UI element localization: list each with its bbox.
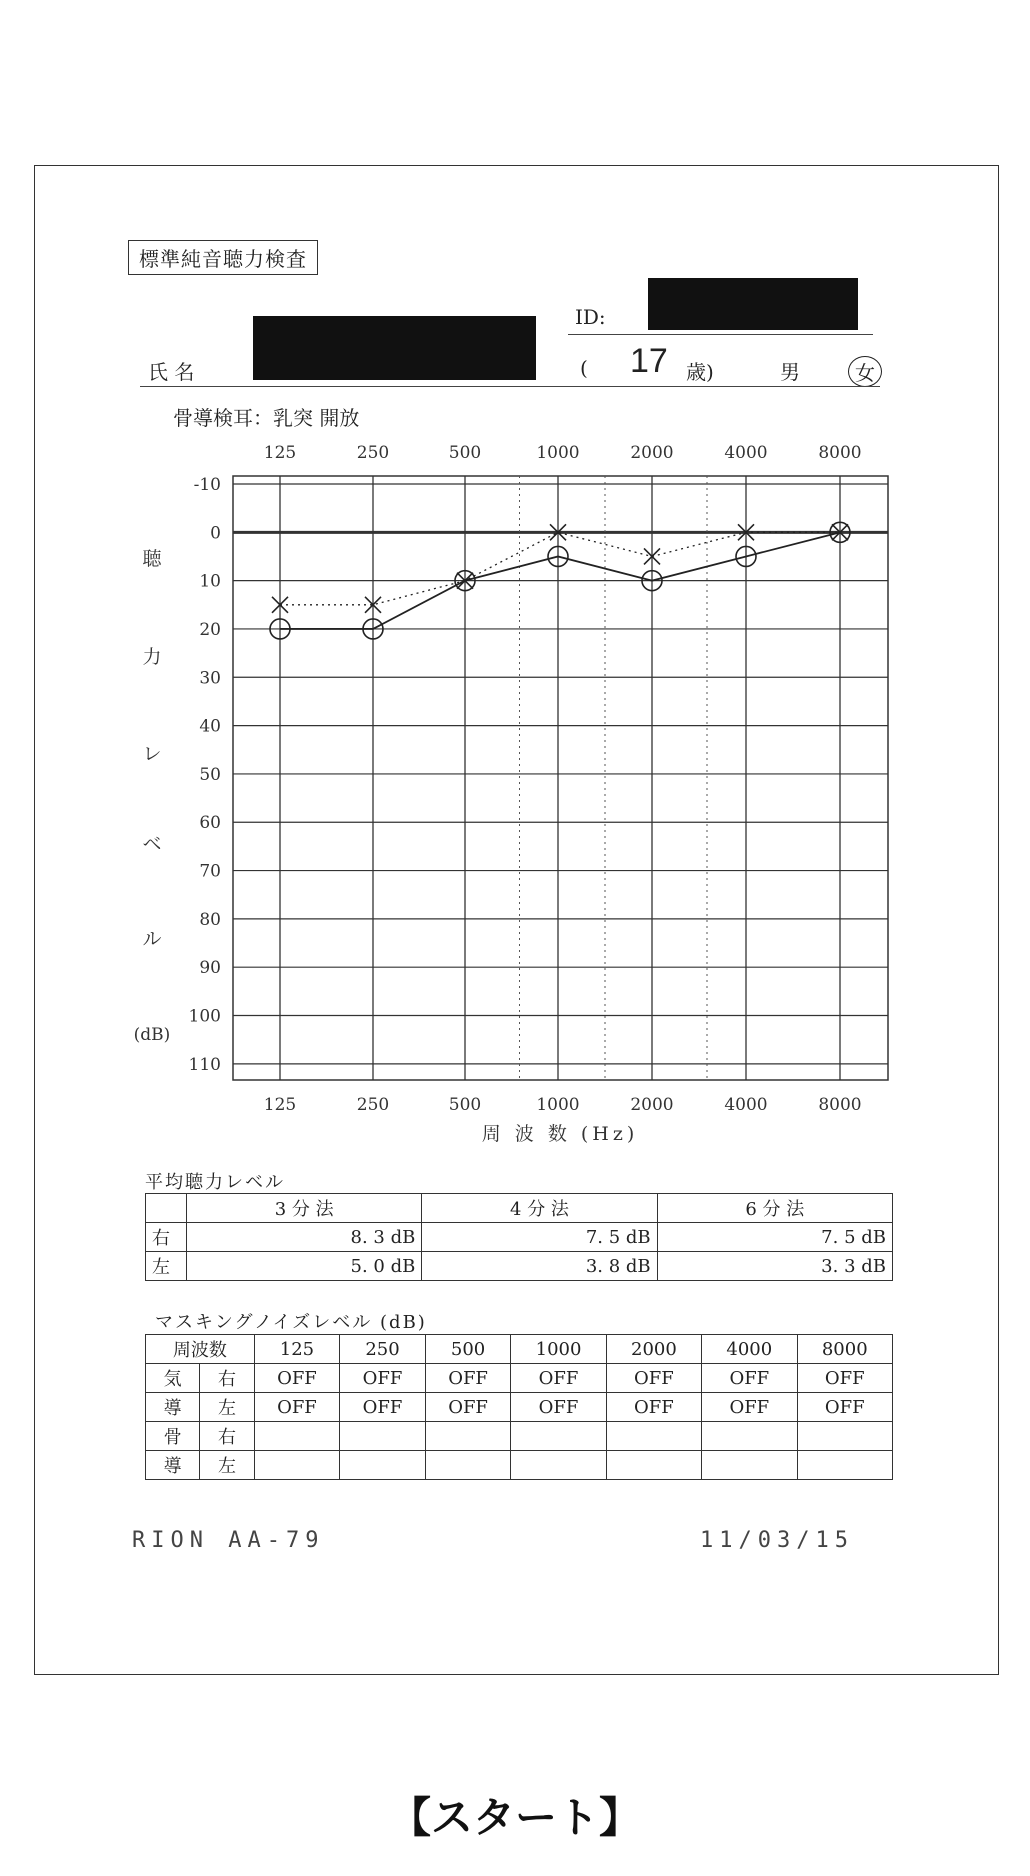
x-tick-label-bottom: 1000 [536,1095,580,1115]
masking-cell [797,1451,892,1480]
masking-cell [511,1422,606,1451]
masking-side-label: 左 [200,1393,254,1422]
average-header-6: 6 分 法 [657,1194,892,1223]
y-axis-label-char: ベ [142,833,162,855]
masking-side-label: 左 [200,1451,254,1480]
y-axis-label-char: 聴 [142,548,162,570]
masking-cell [702,1451,797,1480]
y-tick-label: 100 [188,1006,221,1027]
average-value: 7. 5 dB [657,1223,892,1252]
y-axis-label-char: レ [142,743,162,765]
masking-cell: OFF [511,1364,606,1393]
masking-bone-left-row [146,1451,893,1480]
x-tick-label-bottom: 250 [356,1095,390,1115]
masking-cell [702,1422,797,1451]
x-tick-label-bottom: 8000 [818,1095,862,1115]
masking-freq: 500 [425,1335,511,1364]
x-tick-label-top: 125 [263,443,297,463]
sex-female-circled: 女 [848,356,882,387]
masking-air-label: 気 [146,1364,200,1393]
y-axis-label-char: 力 [142,646,162,668]
name-label: 氏 名 [148,360,195,384]
x-tick-label-top: 250 [356,443,390,463]
masking-cell [340,1422,426,1451]
y-axis-unit: (dB) [133,1025,171,1045]
average-table [145,1193,893,1281]
masking-air-right-row [146,1364,893,1393]
masking-cell: OFF [254,1364,340,1393]
age-unit: 歳) [686,360,714,384]
masking-cell [425,1422,511,1451]
average-header-3: 3 分 法 [187,1194,422,1223]
average-value: 7. 5 dB [422,1223,657,1252]
masking-table [145,1334,893,1480]
bone-conduction-note: 骨導検耳：乳突 開放 [173,406,360,430]
masking-cell: OFF [425,1393,511,1422]
y-tick-label: 70 [199,861,221,882]
masking-cell [340,1451,426,1480]
masking-title: マスキングノイズレベル (dB) [155,1312,427,1333]
average-row-right [146,1223,893,1252]
average-row-left [146,1252,893,1281]
average-value: 3. 8 dB [422,1252,657,1281]
masking-cell [797,1422,892,1451]
y-tick-label: 60 [199,813,221,834]
age-open: ( [580,356,588,380]
y-tick-label: 40 [199,716,221,737]
masking-freq: 1000 [511,1335,606,1364]
device-name: RION AA-79 [132,1528,325,1553]
y-tick-label: 0 [210,523,221,544]
age-value: 17 [630,342,668,380]
masking-side-label: 右 [200,1364,254,1393]
masking-header-label: 周波数 [146,1335,255,1364]
bone-conduction-line [280,532,840,604]
y-tick-label: 50 [199,764,221,785]
masking-bone-label: 骨 [146,1422,200,1451]
masking-freq: 4000 [702,1335,797,1364]
average-header-row [146,1194,893,1223]
x-tick-label-top: 2000 [630,443,674,463]
y-tick-label: 10 [199,571,221,592]
y-tick-label: 110 [188,1054,221,1075]
masking-freq: 2000 [606,1335,701,1364]
x-tick-label-top: 500 [448,443,482,463]
average-value: 3. 3 dB [657,1252,892,1281]
y-tick-label: -10 [193,475,221,495]
print-date: 11/03/15 [700,1528,854,1553]
x-tick-label-top: 8000 [818,443,862,463]
x-tick-label-bottom: 125 [263,1095,297,1115]
masking-cell: OFF [254,1393,340,1422]
average-value: 5. 0 dB [187,1252,422,1281]
masking-cell: OFF [425,1364,511,1393]
average-row-label: 左 [146,1252,187,1281]
masking-air-label: 導 [146,1393,200,1422]
masking-bone-label: 導 [146,1451,200,1480]
average-header-4: 4 分 法 [422,1194,657,1223]
masking-bone-right-row [146,1422,893,1451]
masking-freq: 125 [254,1335,340,1364]
masking-cell [511,1451,606,1480]
masking-header-row [146,1335,893,1364]
masking-cell: OFF [606,1364,701,1393]
average-title: 平均聴力レベル [145,1172,285,1193]
y-tick-label: 30 [199,668,221,689]
masking-cell: OFF [702,1364,797,1393]
masking-cell: OFF [702,1393,797,1422]
x-tick-label-bottom: 2000 [630,1095,674,1115]
average-value: 8. 3 dB [187,1223,422,1252]
y-tick-label: 90 [199,958,221,979]
masking-cell: OFF [340,1364,426,1393]
masking-air-left-row [146,1393,893,1422]
page-caption: 【スタート】 [388,1793,641,1842]
masking-freq: 8000 [797,1335,892,1364]
masking-cell: OFF [340,1393,426,1422]
masking-cell: OFF [606,1393,701,1422]
masking-cell [254,1451,340,1480]
average-row-label: 右 [146,1223,187,1252]
y-tick-label: 20 [199,619,221,640]
x-axis-label: 周 波 数 (Hz) [481,1123,639,1145]
masking-cell [425,1451,511,1480]
document-title: 標準純音聴力検査 [128,240,318,275]
masking-cell [254,1422,340,1451]
average-header-blank [146,1194,187,1223]
x-tick-label-bottom: 4000 [724,1095,768,1115]
x-tick-label-top: 1000 [536,443,580,463]
y-axis-label-char: ル [142,928,162,950]
y-tick-label: 80 [199,909,221,930]
masking-cell [606,1451,701,1480]
masking-cell: OFF [511,1393,606,1422]
masking-cell: OFF [797,1364,892,1393]
masking-side-label: 右 [200,1422,254,1451]
x-tick-label-top: 4000 [724,443,768,463]
x-tick-label-bottom: 500 [448,1095,482,1115]
id-label: ID: [575,305,606,329]
sex-male: 男 [780,360,800,384]
masking-freq: 250 [340,1335,426,1364]
masking-cell [606,1422,701,1451]
masking-cell: OFF [797,1393,892,1422]
